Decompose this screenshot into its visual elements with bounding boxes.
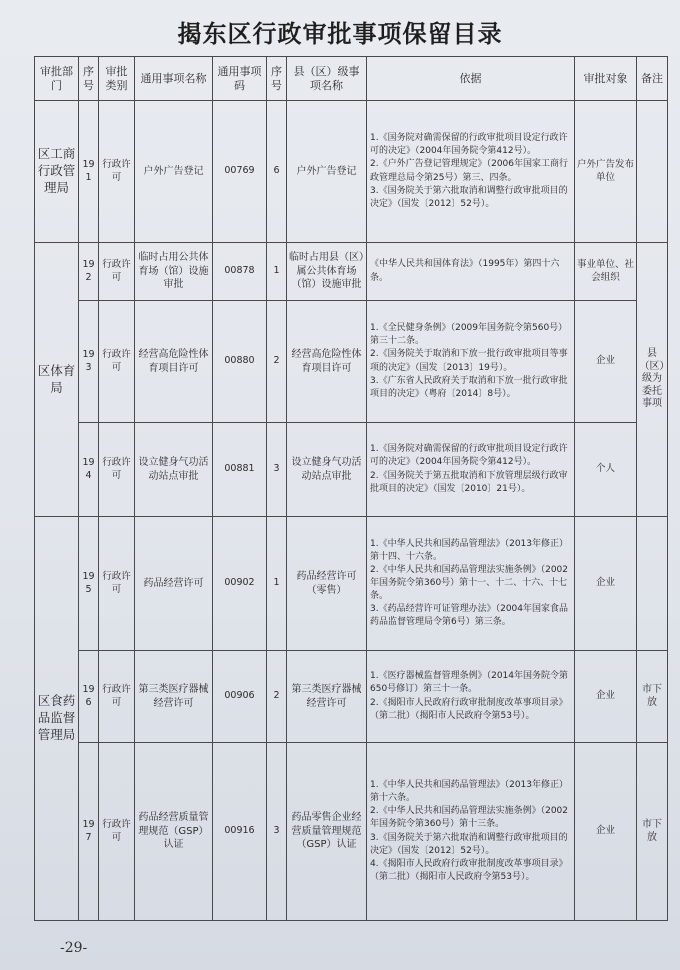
row-name: 户外广告登记	[135, 101, 213, 243]
table-row	[35, 517, 668, 651]
dept-cell: 区体育局	[35, 243, 79, 517]
basis-line: 3.《药品经营许可证管理办法》（2004年国家食品药品监督管理局令第6号）第三条。	[370, 604, 568, 628]
basis-line: 3.《国务院关于第六批取消和调整行政审批项目的决定》（国发〔2012〕52号）。	[370, 832, 568, 856]
row-code: 00769	[213, 101, 267, 243]
row-name: 第三类医疗器械经营许可	[135, 651, 213, 743]
basis-line: 3.《国务院关于第六批取消和调整行政审批项目的决定》（国发〔2012〕52号）。	[370, 185, 568, 209]
row-no: 191	[79, 101, 99, 243]
basis-line: 《中华人民共和国体育法》（1995年）第四十六条。	[370, 259, 560, 283]
basis-line: 2.《中华人民共和国药品管理法实施条例》（2002年国务院令第360号）第十一、十二、十六、十七条。	[370, 564, 568, 602]
header-target: 审批对象	[575, 57, 637, 101]
row-type: 行政许可	[99, 517, 135, 651]
row-sub-no: 2	[267, 301, 287, 423]
row-sub-no: 6	[267, 101, 287, 243]
row-basis	[367, 423, 575, 517]
row-target: 企业	[575, 743, 637, 921]
basis-line: 2.《国务院关于第五批取消和下放管理层级行政审批项目的决定》（国发〔2010〕21号）。	[370, 470, 568, 494]
row-county-name: 临时占用县（区）属公共体育场（馆）设施审批	[287, 243, 367, 301]
row-name: 设立健身气功活动站点审批	[135, 423, 213, 517]
header-code: 通用事项码	[213, 57, 267, 101]
row-sub-no: 1	[267, 517, 287, 651]
row-name: 药品经营许可	[135, 517, 213, 651]
table-row	[35, 743, 668, 921]
row-county-name: 药品零售企业经营质量管理规范（GSP）认证	[287, 743, 367, 921]
row-no: 197	[79, 743, 99, 921]
header-basis: 依据	[367, 57, 575, 101]
row-county-name: 药品经营许可（零售）	[287, 517, 367, 651]
basis-line: 1.《国务院对确需保留的行政审批项目设定行政许可的决定》（2004年国务院令第412号）。	[370, 444, 568, 468]
row-basis	[367, 101, 575, 243]
basis-line: 2.《户外广告登记管理规定》（2006年国家工商行政管理总局令第25号）第三、四条。	[370, 159, 568, 183]
row-sub-no: 3	[267, 743, 287, 921]
row-type: 行政许可	[99, 423, 135, 517]
row-target: 事业单位、社会组织	[575, 243, 637, 301]
row-type: 行政许可	[99, 101, 135, 243]
row-target: 企业	[575, 651, 637, 743]
row-code: 00881	[213, 423, 267, 517]
note-cell: 市下放	[637, 743, 668, 921]
row-code: 00906	[213, 651, 267, 743]
row-sub-no: 2	[267, 651, 287, 743]
row-code: 00878	[213, 243, 267, 301]
header-dept: 审批部门	[35, 57, 79, 101]
row-basis	[367, 651, 575, 743]
basis-line: 3.《广东省人民政府关于取消和下放一批行政审批项目的决定》（粤府〔2014〕8号）。	[370, 375, 568, 399]
row-name: 临时占用公共体育场（馆）设施审批	[135, 243, 213, 301]
row-county-name: 设立健身气功活动站点审批	[287, 423, 367, 517]
row-basis	[367, 301, 575, 423]
row-no: 195	[79, 517, 99, 651]
row-code: 00880	[213, 301, 267, 423]
approval-table	[34, 56, 668, 921]
row-county-name: 经营高危险性体育项目许可	[287, 301, 367, 423]
row-note	[637, 517, 668, 651]
row-no: 192	[79, 243, 99, 301]
row-code: 00902	[213, 517, 267, 651]
row-county-name: 第三类医疗器械经营许可	[287, 651, 367, 743]
basis-line: 1.《国务院对确需保留的行政审批项目设定行政许可的决定》（2004年国务院令第412号）。	[370, 133, 568, 157]
note-cell: 县（区）级为委托事项	[637, 243, 668, 517]
table-row	[35, 651, 668, 743]
basis-line: 1.《医疗器械监督管理条例》（2014年国务院令第650号修订）第三十一条。	[370, 671, 568, 695]
row-type: 行政许可	[99, 743, 135, 921]
table-row	[35, 243, 668, 301]
dept-cell: 区工商行政管理局	[35, 101, 79, 243]
row-sub-no: 3	[267, 423, 287, 517]
page-title: 揭东区行政审批事项保留目录	[177, 19, 503, 48]
dept-cell: 区食药品监督管理局	[35, 517, 79, 921]
row-type: 行政许可	[99, 651, 135, 743]
note-cell: 市下放	[637, 651, 668, 743]
header-sub-no: 序号	[267, 57, 287, 101]
row-basis	[367, 243, 575, 301]
basis-line: 2.《中华人民共和国药品管理法实施条例》（2002年国务院令第360号）第十三条。	[370, 806, 568, 830]
row-target: 企业	[575, 301, 637, 423]
row-target: 户外广告发布单位	[575, 101, 637, 243]
row-basis	[367, 517, 575, 651]
row-name: 经营高危险性体育项目许可	[135, 301, 213, 423]
basis-line: 2.《国务院关于取消和下放一批行政审批项目等事项的决定》（国发〔2013〕19号）。	[370, 349, 568, 373]
basis-line: 1.《中华人民共和国药品管理法》（2013年修正）第十四、十六条。	[370, 538, 568, 562]
table-row	[35, 301, 668, 423]
row-county-name: 户外广告登记	[287, 101, 367, 243]
header-no: 序号	[79, 57, 99, 101]
row-basis	[367, 743, 575, 921]
page-number: -29-	[60, 940, 88, 956]
row-no: 194	[79, 423, 99, 517]
basis-line: 1.《全民健身条例》（2009年国务院令第560号）第三十二条。	[370, 323, 568, 347]
row-note	[637, 101, 668, 243]
row-sub-no: 1	[267, 243, 287, 301]
basis-line: 1.《中华人民共和国药品管理法》（2013年修正）第十六条。	[370, 780, 568, 804]
row-name: 药品经营质量管理规范（GSP）认证	[135, 743, 213, 921]
row-type: 行政许可	[99, 301, 135, 423]
table-row	[35, 423, 668, 517]
header-note: 备注	[637, 57, 668, 101]
row-no: 196	[79, 651, 99, 743]
basis-line: 4.《揭阳市人民政府行政审批制度改革事项目录》（第二批）（揭阳市人民政府令第53号）。	[370, 858, 568, 882]
header-type: 审批类别	[99, 57, 135, 101]
header-name: 通用事项名称	[135, 57, 213, 101]
basis-line: 2.《揭阳市人民政府行政审批制度改革事项目录》（第二批）（揭阳市人民政府令第53号）。	[370, 697, 568, 721]
header-county-name: 县（区）级事项名称	[287, 57, 367, 101]
row-target: 企业	[575, 517, 637, 651]
row-code: 00916	[213, 743, 267, 921]
row-no: 193	[79, 301, 99, 423]
table-row	[35, 101, 668, 243]
row-type: 行政许可	[99, 243, 135, 301]
table-header-row	[35, 57, 668, 101]
row-target: 个人	[575, 423, 637, 517]
